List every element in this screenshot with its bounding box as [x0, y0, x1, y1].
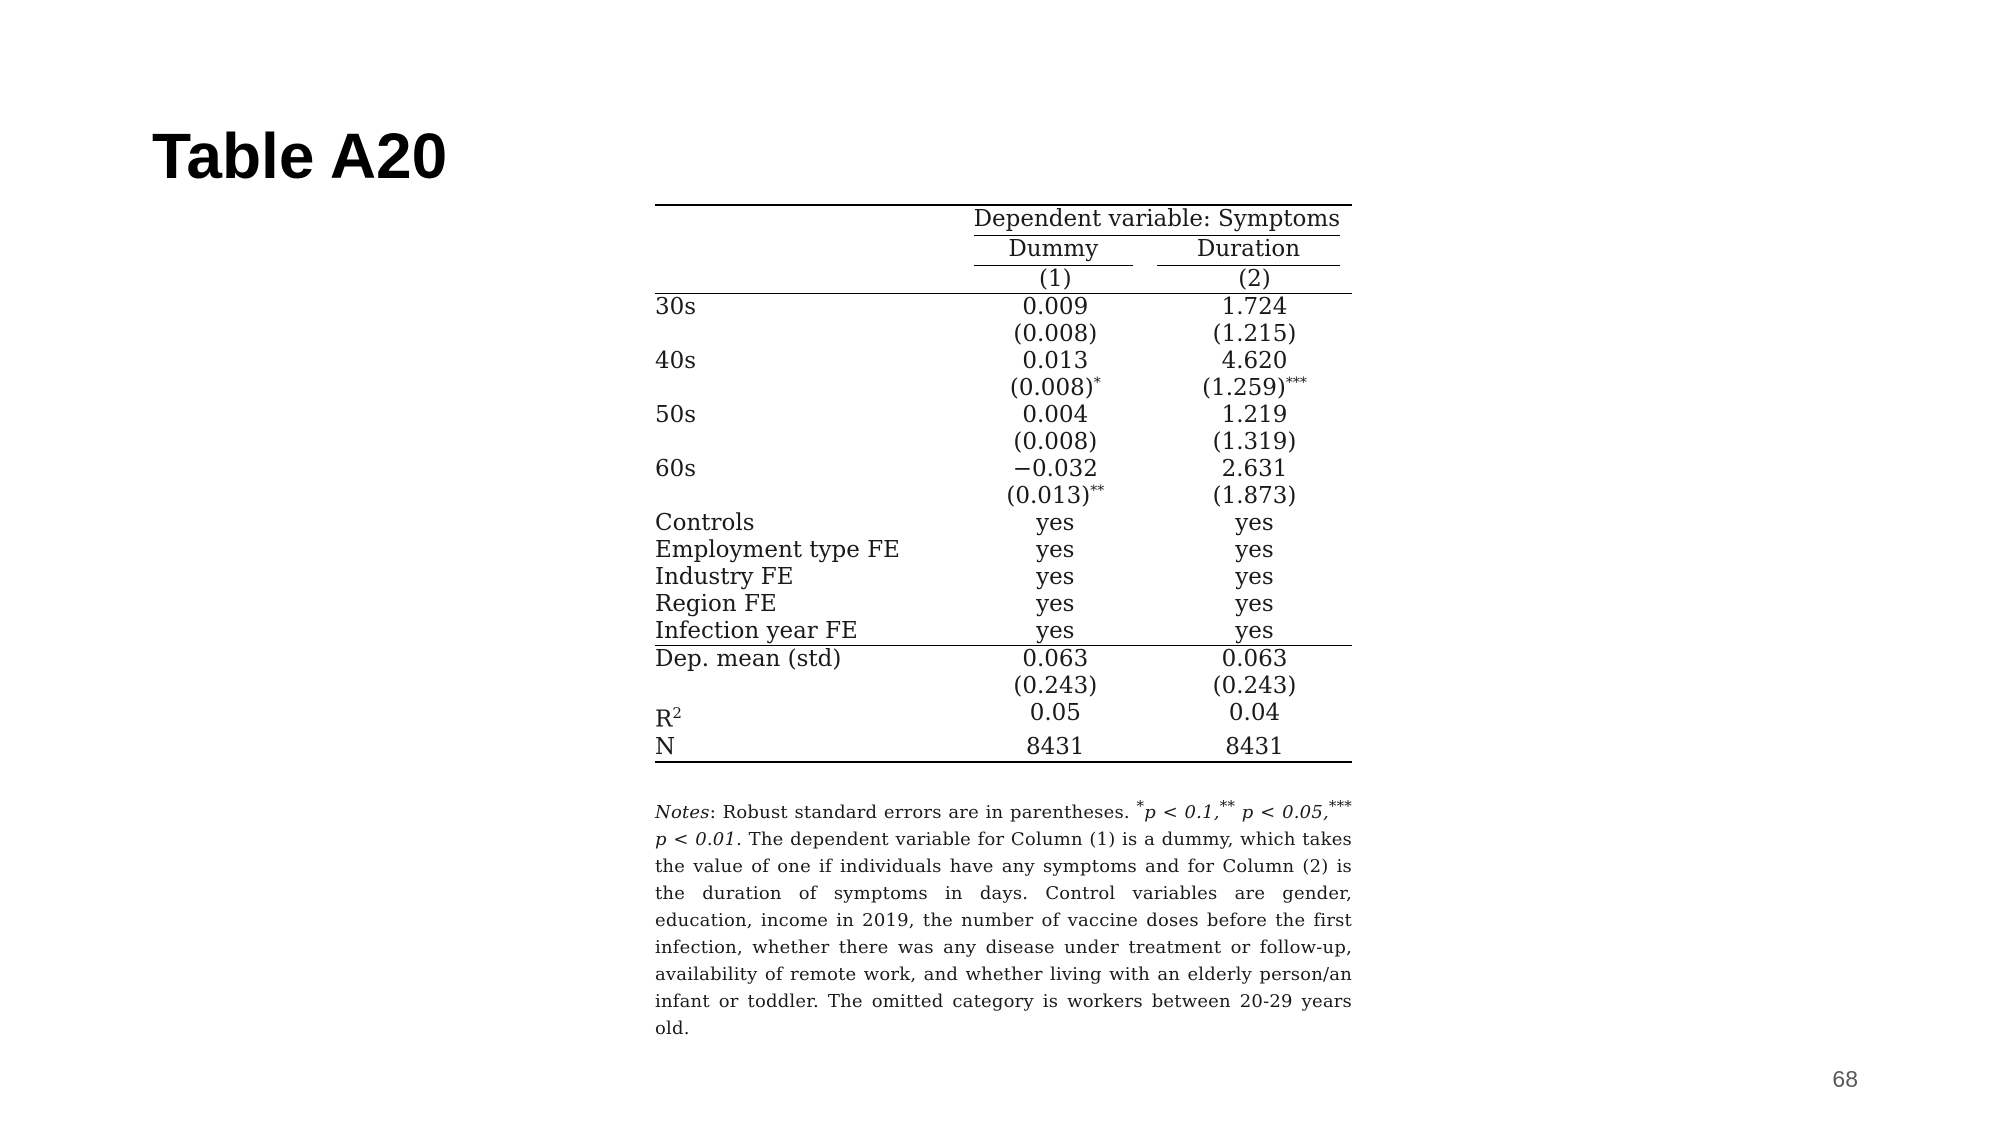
slide-title: Table A20: [152, 120, 448, 192]
control-indicator: yes: [1036, 537, 1075, 563]
coefficient-value: 1.724: [1221, 294, 1288, 320]
column-number-1: (1): [1039, 266, 1072, 292]
table-row: [655, 294, 1352, 322]
standard-error: (1.873): [1212, 483, 1297, 509]
observations-value: 8431: [1225, 733, 1284, 760]
coefficient-value: −0.032: [1012, 456, 1098, 482]
column-number-row: [655, 266, 1352, 294]
standard-error: (1.215): [1212, 321, 1297, 347]
row-label: Infection year FE: [655, 618, 858, 644]
r-squared-value: 0.05: [1029, 700, 1081, 726]
row-label: Controls: [655, 510, 755, 536]
observations-value: 8431: [1026, 733, 1085, 760]
dep-std-value: (0.243): [1013, 673, 1098, 699]
control-indicator: yes: [1036, 591, 1075, 617]
standard-error: (0.008): [1009, 375, 1094, 401]
regression-table-container: [655, 204, 1352, 1060]
row-label: 40s: [655, 348, 697, 374]
control-indicator: yes: [1235, 564, 1274, 590]
row-label: $R^2$: [655, 704, 682, 733]
table-row: [655, 321, 1352, 348]
table-row: [655, 510, 1352, 537]
standard-error: (1.259): [1202, 375, 1286, 401]
row-label: Region FE: [655, 591, 777, 617]
notes-label: Notes: [655, 801, 710, 823]
coefficient-value: 4.620: [1221, 348, 1288, 374]
table-row: [655, 564, 1352, 591]
control-indicator: yes: [1036, 564, 1075, 590]
row-label: Industry FE: [655, 564, 794, 590]
table-row: [655, 734, 1352, 762]
standard-error: (0.008): [1013, 429, 1098, 455]
significance-stars: **: [1090, 483, 1105, 499]
table-row: [655, 700, 1352, 734]
dep-mean-value: 0.063: [1022, 646, 1089, 672]
row-label: 50s: [655, 402, 697, 428]
row-label: 60s: [655, 456, 697, 482]
coefficient-value: 0.009: [1022, 294, 1089, 320]
table-row: [655, 456, 1352, 483]
table-row: [655, 483, 1352, 510]
significance-stars: *: [1093, 375, 1101, 391]
table-row: [655, 591, 1352, 618]
table-row: [655, 537, 1352, 564]
table-row: [655, 402, 1352, 429]
regression-table: [655, 204, 1352, 763]
subheader-dummy: Dummy: [974, 236, 1133, 266]
control-indicator: yes: [1036, 618, 1075, 644]
standard-error: (1.319): [1212, 429, 1297, 455]
coefficient-value: 0.004: [1022, 402, 1089, 428]
dependent-variable-label: Dependent variable: Symptoms: [974, 206, 1340, 236]
row-label: 30s: [655, 294, 697, 320]
subheader-row: [655, 236, 1352, 266]
dependent-variable-header-row: [655, 205, 1352, 236]
table-row: [655, 375, 1352, 402]
table-row: [655, 348, 1352, 375]
table-row: [655, 646, 1352, 674]
control-indicator: yes: [1235, 537, 1274, 563]
table-notes: Notes: Robust standard errors are in parentheses. *p < 0.1,** p < 0.05,*** p < 0.01. The dependent variable for Column (1) is a dummy, which takes the value of one if individuals have any symptoms and for Column (2) is the duration of symptoms in days. Control variables are gender, education, income in 2019, the number of vaccine doses before the first infection, whether there was any disease under treatment or follow-up, availability of remote work, and whether living with an elderly person/an infant or toddler. The omitted category is workers between 20-29 years old.: [655, 796, 1352, 1039]
column-number-2: (2): [1238, 266, 1271, 292]
control-indicator: yes: [1235, 591, 1274, 617]
table-row: [655, 673, 1352, 700]
r-squared-value: 0.04: [1228, 700, 1281, 726]
coefficient-value: 0.013: [1022, 348, 1089, 374]
dep-std-value: (0.243): [1212, 673, 1297, 699]
table-row: [655, 429, 1352, 456]
coefficient-value: 1.219: [1221, 402, 1288, 428]
row-label: Dep. mean (std): [655, 646, 842, 672]
row-label: Employment type FE: [655, 537, 900, 563]
control-indicator: yes: [1235, 618, 1274, 644]
page-number: 68: [1832, 1066, 1858, 1092]
control-indicator: yes: [1036, 510, 1075, 536]
standard-error: (0.013): [1006, 483, 1091, 509]
control-indicator: yes: [1235, 510, 1274, 536]
subheader-duration: Duration: [1157, 236, 1340, 266]
table-row: [655, 618, 1352, 646]
dep-mean-value: 0.063: [1221, 646, 1288, 672]
coefficient-value: 2.631: [1221, 456, 1288, 482]
significance-stars: ***: [1285, 375, 1307, 391]
standard-error: (0.008): [1013, 321, 1098, 347]
row-label: N: [655, 733, 676, 760]
